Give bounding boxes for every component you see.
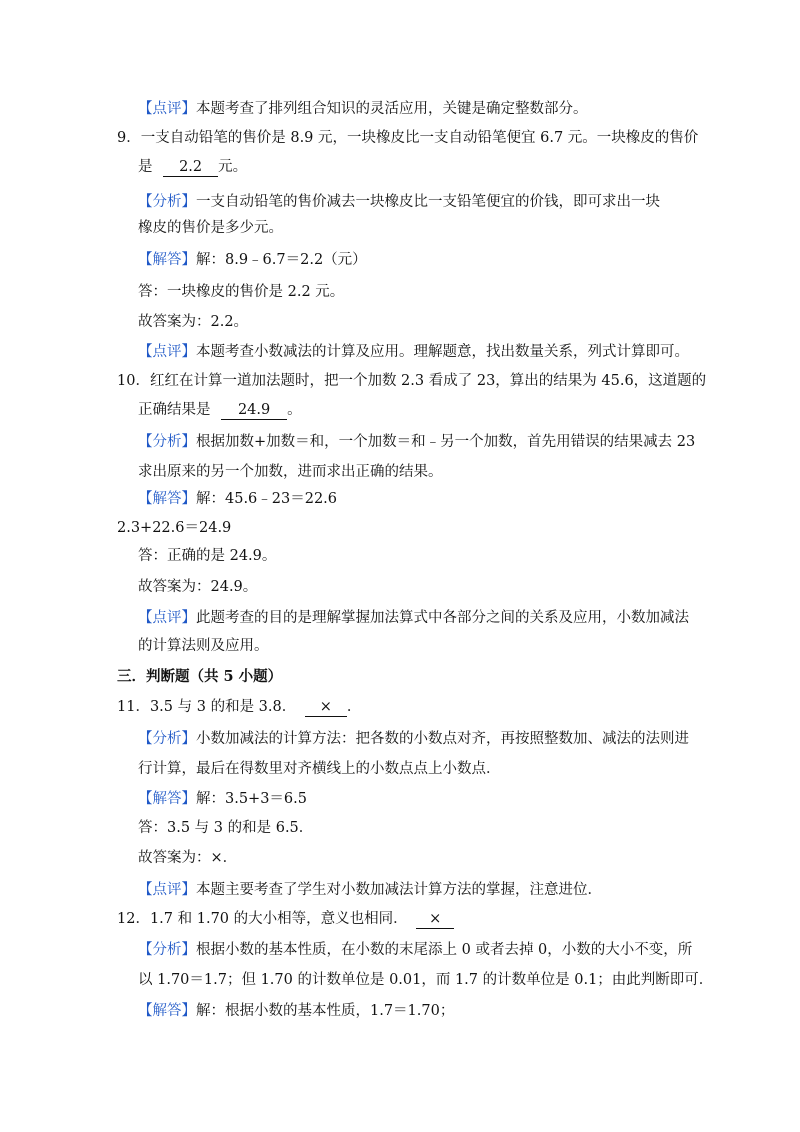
analysis-label: 【分析】 (138, 434, 196, 450)
review-label: 【点评】 (138, 101, 196, 117)
q9-analysis-line1 (138, 192, 660, 212)
q10-analysis-line1 (138, 432, 695, 452)
q10-review-line2 (138, 636, 269, 656)
q9-line1: 一支自动铅笔的售价是 8.9 元，一块橡皮比一支自动铅笔便宜 6.7 元。一块橡皮的售价 (140, 130, 699, 146)
q12-analysis-text2: 以 1.70＝1.7；但 1.70 的计数单位是 0.01，而 1.7 的计数单位是 0.1；由此判断即可． (138, 972, 714, 988)
q9-number: 9． (117, 130, 141, 146)
q10-review-line1 (138, 608, 689, 628)
solution-label: 【解答】 (138, 491, 196, 507)
q12-solution-text: 解：根据小数的基本性质，1.7＝1.70； (196, 1003, 455, 1019)
q11-analysis-line2 (138, 759, 501, 779)
solution-label: 【解答】 (138, 1003, 196, 1019)
q10-solution-line (138, 489, 337, 509)
q9-solution-text: 解：8.9﹣6.7＝2.2（元） (196, 252, 367, 268)
q9-analysis-text2: 橡皮的售价是多少元。 (138, 220, 283, 236)
q11-answer-blank: × (305, 698, 347, 717)
q10-analysis-text1: 根据加数+加数＝和，一个加数＝和﹣另一个加数，首先用错误的结果减去 23 (196, 434, 696, 450)
q12-answer-blank: × (416, 910, 454, 929)
q12-solution-line (138, 1001, 454, 1021)
q11-final: 故答案为：×． (138, 850, 238, 866)
q11-stem: 3.5 与 3 的和是 3.8． (149, 699, 297, 715)
analysis-label: 【分析】 (138, 194, 196, 210)
q9-analysis-line2 (138, 218, 283, 238)
q12-stem-line (117, 909, 454, 929)
q11-end: ． (346, 699, 362, 715)
q11-reply-line (138, 818, 313, 838)
q9-analysis-text1: 一支自动铅笔的售价减去一块橡皮比一支铅笔便宜的价钱，即可求出一块 (196, 194, 660, 210)
q9-final-line (138, 312, 248, 332)
q10-stem-line1 (117, 371, 706, 391)
q11-analysis-text1: 小数加减法的计算方法：把各数的小数点对齐，再按照整数加、减法的法则进 (196, 731, 689, 747)
section3-heading: 三．判断题（共 5 小题） (117, 668, 283, 685)
q9-answer-blank: 2.2 (163, 158, 218, 177)
q9-reply: 答：一块橡皮的售价是 2.2 元。 (138, 284, 345, 300)
q9-reply-line (138, 282, 344, 302)
q12-stem: 1.7 和 1.70 的大小相等，意义也相同． (149, 911, 408, 927)
q11-review-line (138, 880, 602, 900)
q12-analysis-line1 (138, 940, 692, 960)
solution-label: 【解答】 (138, 791, 196, 807)
q10-calc-line (117, 518, 231, 538)
review-label: 【点评】 (138, 882, 196, 898)
q11-solution-line (138, 789, 307, 809)
q10-final-line (138, 577, 257, 597)
q11-analysis-text2: 行计算，最后在得数里对齐横线上的小数点点上小数点． (138, 761, 501, 777)
q9-line2-suffix: 元。 (218, 159, 248, 175)
q10-reply: 答：正确的是 24.9。 (138, 548, 277, 564)
analysis-label: 【分析】 (138, 942, 196, 958)
q10-number: 10． (117, 373, 150, 389)
q11-number: 11． (117, 699, 150, 715)
q10-final: 故答案为：24.9。 (138, 579, 258, 595)
q10-solution-text: 解：45.6﹣23＝22.6 (196, 491, 338, 507)
q11-final-line (138, 848, 237, 868)
q9-final: 故答案为：2.2。 (138, 314, 249, 330)
q11-stem-line (117, 697, 361, 717)
q10-calc: 2.3+22.6＝24.9 (117, 520, 232, 536)
section-heading (117, 667, 282, 687)
q9-solution-line (138, 250, 367, 270)
q9-line2-prefix: 是 (138, 159, 153, 175)
q12-number: 12． (117, 911, 150, 927)
q10-line2-suffix: 。 (287, 402, 302, 418)
q10-stem-line2 (138, 400, 302, 420)
q11-review-text: 本题主要考查了学生对小数加减法计算方法的掌握，注意进位． (196, 882, 602, 898)
q10-analysis-line2 (138, 462, 443, 482)
q9-stem-line2 (138, 157, 247, 177)
solution-label: 【解答】 (138, 252, 196, 268)
analysis-label: 【分析】 (138, 731, 196, 747)
q11-analysis-line1 (138, 729, 689, 749)
q10-line2-prefix: 正确结果是 (138, 402, 211, 418)
q9-review-line (138, 342, 689, 362)
intro-review-line (138, 99, 588, 119)
q12-analysis-text1: 根据小数的基本性质，在小数的末尾添上 0 或者去掉 0，小数的大小不变，所 (196, 942, 693, 958)
intro-review-text: 本题考查了排列组合知识的灵活应用，关键是确定整数部分。 (196, 101, 588, 117)
q10-analysis-text2: 求出原来的另一个加数，进而求出正确的结果。 (138, 464, 443, 480)
q10-line1: 红红在计算一道加法题时，把一个加数 2.3 看成了 23，算出的结果为 45.6，这道题的 (149, 373, 707, 389)
q10-review-text1: 此题考查的目的是理解掌握加法算式中各部分之间的关系及应用，小数加减法 (196, 610, 689, 626)
q10-answer-blank: 24.9 (221, 401, 287, 420)
q11-reply: 答：3.5 与 3 的和是 6.5． (138, 820, 314, 836)
review-label: 【点评】 (138, 344, 196, 360)
q10-review-text2: 的计算法则及应用。 (138, 638, 269, 654)
q10-reply-line (138, 546, 276, 566)
review-label: 【点评】 (138, 610, 196, 626)
q9-stem-line1 (117, 128, 698, 148)
q11-solution-text: 解：3.5+3＝6.5 (196, 791, 307, 807)
q12-analysis-line2 (138, 970, 713, 990)
q9-review-text: 本题考查小数减法的计算及应用。理解题意，找出数量关系，列式计算即可。 (196, 344, 689, 360)
